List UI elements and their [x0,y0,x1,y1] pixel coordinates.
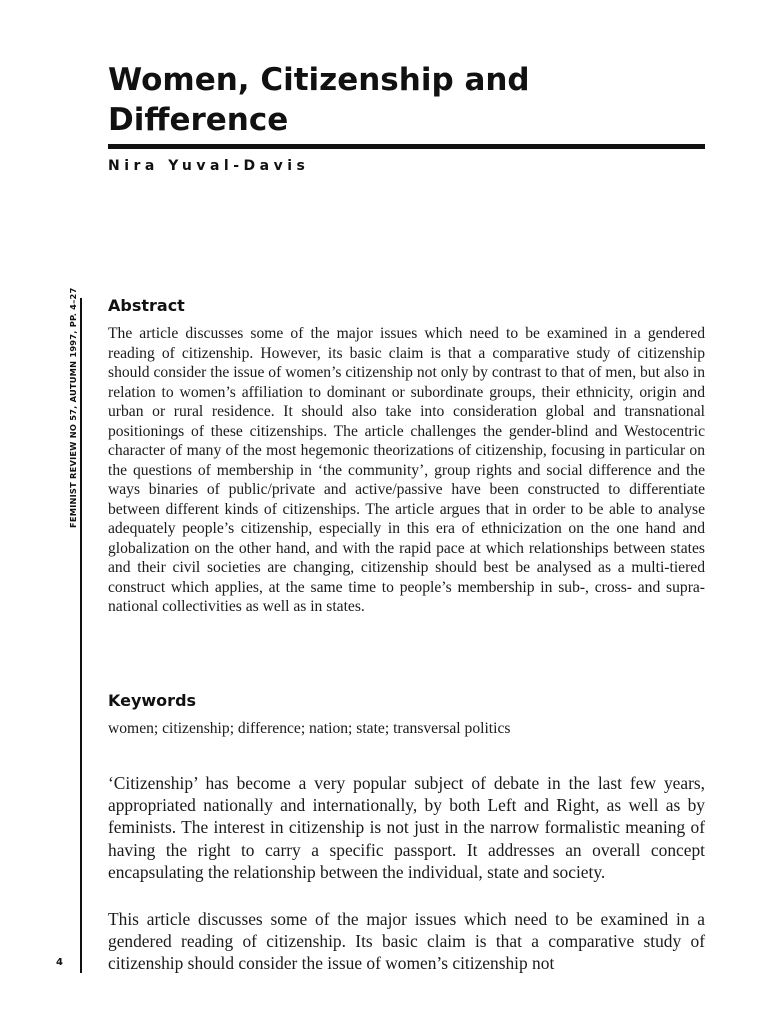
title-rule [108,144,705,149]
journal-reference: FEMINIST REVIEW NO 57, AUTUMN 1997, PP. 4–27 [68,287,78,528]
abstract-text: The article discusses some of the major issues which need to be examined in a gendered reading of citizenship. However, its basic claim is that a comparative study of citizenship should consider the issue of women’s citizenship not only by contrast to that of men, but also in relation to women’s affiliation to dominant or subordinate groups, their ethnicity, origin and urban or rural residence. It should also take into consideration global and transnational positionings of these citizenships. The article challenges the gender-blind and Westocentric character of many of the most hegemonic theorizations of citizenship, focusing in particular on the questions of membership in ‘the community’, group rights and social difference and the ways binaries of public/private and active/passive have been constructed to differentiate between different kinds of citizenships. The article argues that in order to be able to analyse adequately people’s citizenship, especially in this era of ethnicization on the one hand and globalization on the other hand, and with the rapid pace at which relationships between states and their civil societies are changing, citizenship should best be analysed as a multi-tiered construct which applies, at the same time to people’s membership in sub-, cross- and supra-national collectivities as well as in states. [108,325,705,615]
article-title: Women, Citizenship and Difference [108,62,530,138]
body-paragraph: ‘Citizenship’ has become a very popular subject of debate in the last few years, appropriated nationally and internationally, by both Left and Right, as well as by feminists. The interest in citizenship is not just in the narrow formalistic meaning of having the right to carry a specific passport. It addresses an overall concept encapsulating the relationship between the individual, state and society. [108,773,705,882]
page-number: 4 [56,957,63,968]
margin-rule [80,298,82,973]
body-paragraph: This article discusses some of the major issues which need to be examined in a gendered reading of citizenship. Its basic claim is that a comparative study of citizenship should consider the issue of women’s citizenship not [108,909,705,974]
keywords-heading: Keywords [108,691,197,710]
abstract-heading: Abstract [108,296,185,315]
keywords-text: women; citizenship; difference; nation; state; transversal politics [108,720,511,737]
author-name: Nira Yuval-Davis [108,158,310,174]
